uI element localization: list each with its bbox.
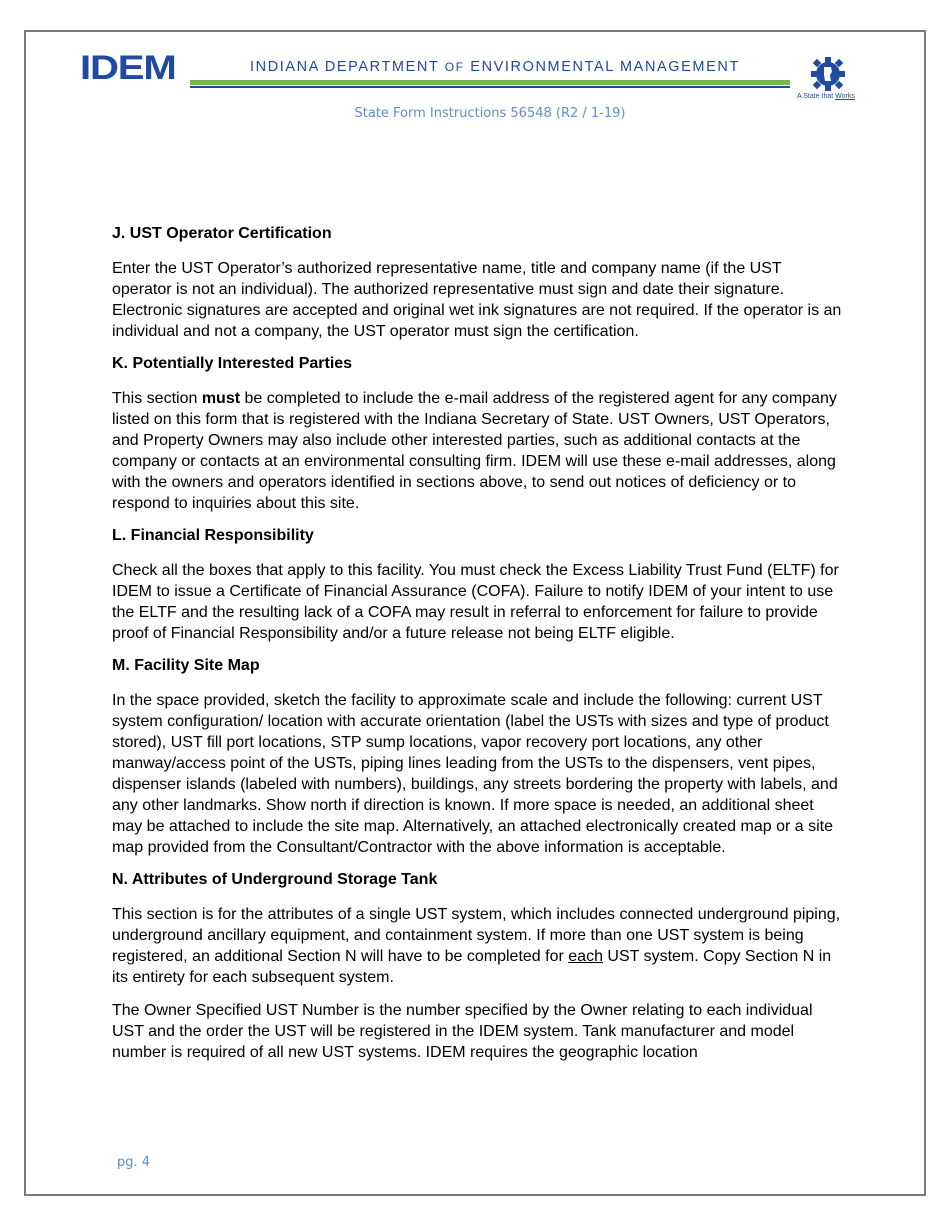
section-m-body: In the space provided, sketch the facility to approximate scale and include the following: current UST system configuration/ location with accurate orientation (label the USTs with sizes and type of product stored), UST fill port locations, STP sump locations, vapor recovery port locations, any other manway/access point of the USTs, piping lines leading from the USTs to the dispensers, vent pipes, dispenser islands (labeled with numbers), buildings, any streets bordering the property with labels, and any other landmarks. Show north if direction is known. If more space is needed, an additional sheet may be attached to include the site map. Alternatively, an attached electronically created map or a site map provided from the Consultant/Contractor with the above information is acceptable. — [112, 692, 838, 856]
page-number: pg. 4 — [117, 1155, 151, 1170]
section-j-heading: J. UST Operator Certification — [112, 225, 332, 242]
form-identifier: State Form Instructions 56548 (R2 / 1-19) — [354, 106, 626, 121]
section-k — [112, 354, 842, 514]
section-j — [112, 224, 842, 342]
department-name: INDIANA DEPARTMENT OF ENVIRONMENTAL MANAGEMENT — [250, 59, 740, 75]
section-l — [112, 526, 842, 644]
header-rule-green — [190, 80, 790, 85]
section-n-body-1: This section is for the attributes of a single UST system, which includes connected underground piping, underground ancillary equipment, and containment system. If more than one UST system is being registered, an additional Section N will have to be completed for each UST system. Copy Section N in its entirety for each subsequent system. — [112, 906, 841, 986]
section-k-heading: K. Potentially Interested Parties — [112, 355, 353, 372]
section-l-heading: L. Financial Responsibility — [112, 527, 314, 544]
idem-logo: IDEM — [80, 49, 176, 87]
section-j-body: Enter the UST Operator’s authorized representative name, title and company name (if the UST operator is not an individual). The authorized representative must sign and date their signature. Electronic signatures are accepted and original wet ink signatures are not required. If the operator is an individual and not a company, the UST operator must sign the certification. — [112, 260, 842, 340]
section-m-heading: M. Facility Site Map — [112, 657, 260, 674]
section-k-body: This section must be completed to include the e-mail address of the registered agent for any company listed on this form that is registered with the Indiana Secretary of State. UST Owners, UST Operators, and Property Owners may also include other interested parties, such as additional contacts at the company or contacts at an environmental consulting firm. IDEM will use these e-mail addresses, along with the owners and operators identified in sections above, to send out notices of deficiency or to respond to inquiries about this site. — [112, 390, 837, 512]
section-n — [112, 870, 842, 1063]
indiana-state-seal-icon — [808, 56, 848, 92]
state-tagline: A State that Works — [797, 93, 855, 100]
section-m — [112, 656, 842, 858]
header-rule-blue — [190, 86, 790, 88]
section-n-body-2: The Owner Specified UST Number is the number specified by the Owner relating to each individual UST and the order the UST will be registered in the IDEM system. Tank manufacturer and model number is required of all new UST systems. IDEM requires the geographic location — [112, 1002, 813, 1061]
section-n-heading: N. Attributes of Underground Storage Tank — [112, 871, 438, 888]
document-body — [112, 224, 842, 1075]
section-l-body: Check all the boxes that apply to this facility. You must check the Excess Liability Trust Fund (ELTF) for IDEM to issue a Certificate of Financial Assurance (COFA). Failure to notify IDEM of your intent to use the ELTF and the resulting lack of a COFA may result in referral to enforcement for failure to provide proof of Financial Responsibility and/or a future release not being ELTF eligible. — [112, 562, 839, 642]
